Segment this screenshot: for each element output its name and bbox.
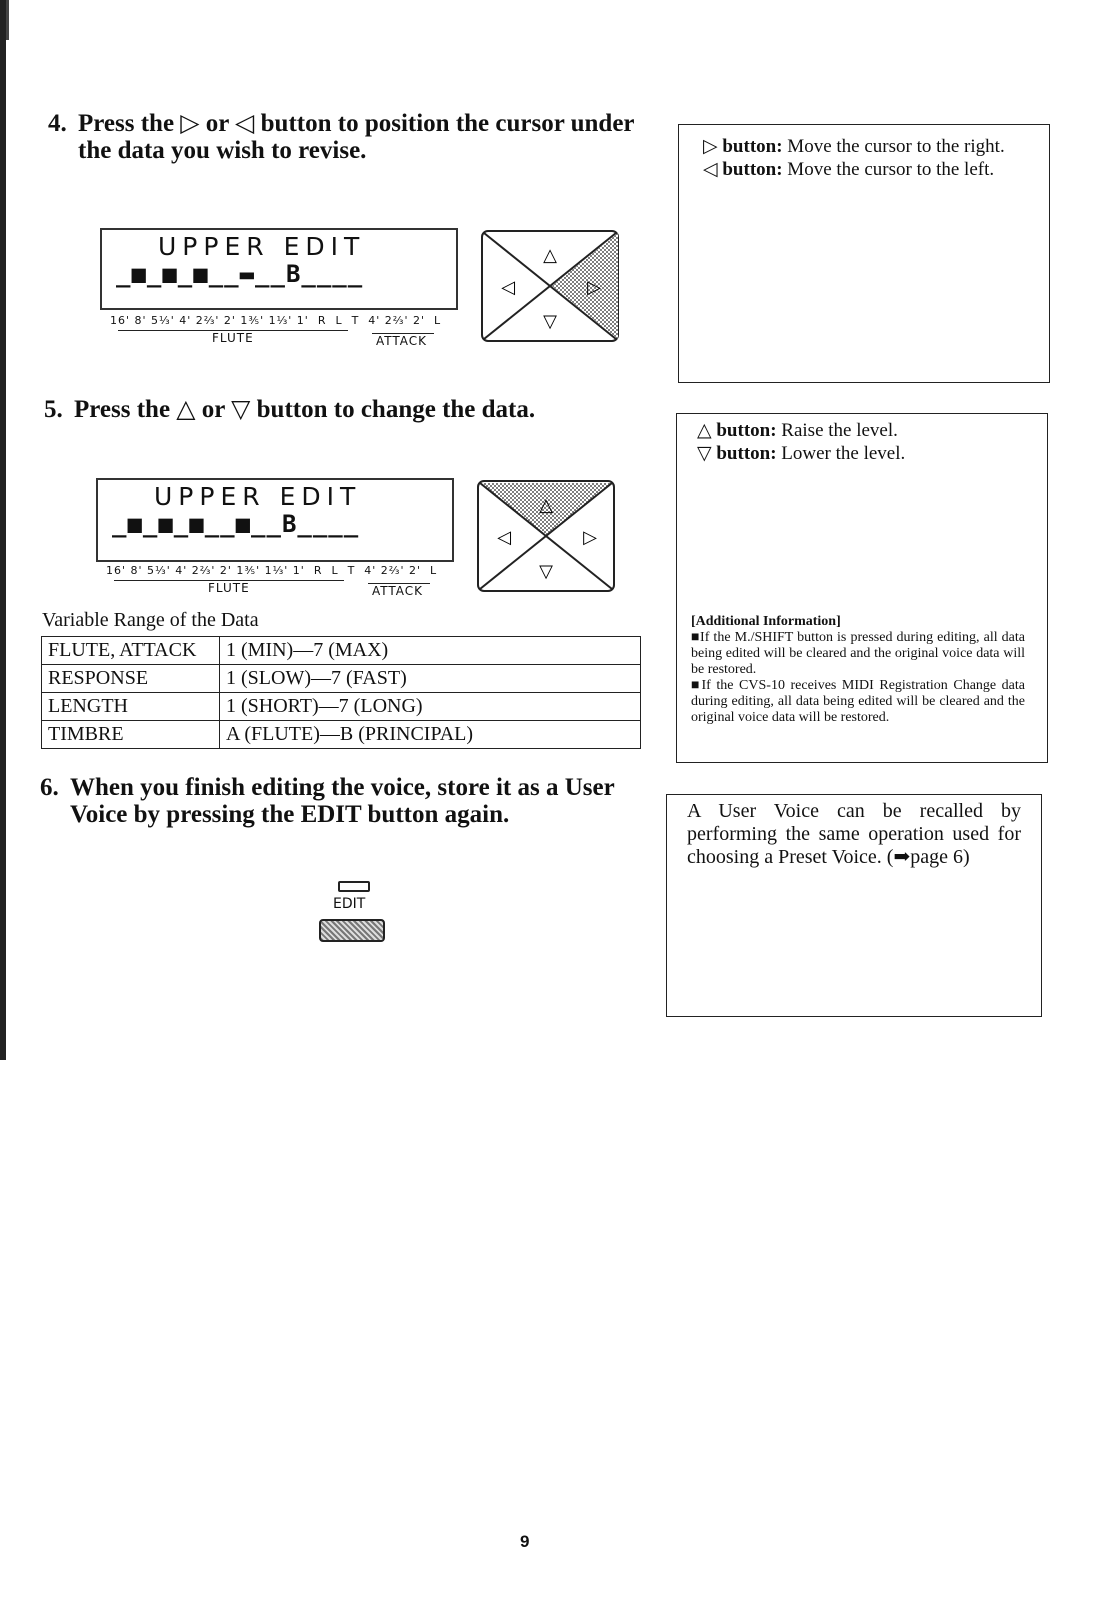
note-line-left [679,158,1049,181]
up-button-desc: Raise the level. [776,420,898,441]
note-box-cursor [678,124,1050,383]
range-param: FLUTE, ATTACK [42,637,220,665]
note-box-level [676,413,1048,763]
additional-info-item-1: ■If the M./SHIFT button is pressed during editing, all data being edited will be cleared and the original voice data will be restored. [691,630,1025,677]
table-row [42,637,641,665]
right-button-label: ▷ button: [703,136,783,157]
note-line-up [677,414,1047,442]
step-text-line1: Press the △ or ▽ button to change the data. [74,396,536,423]
range-value: A (FLUTE)—B (PRINCIPAL) [220,721,641,749]
step-4-heading [48,110,668,164]
lcd-data-row: _■_■_■__■__B____ [112,510,360,538]
binding-edge [0,0,6,1060]
range-param: RESPONSE [42,665,220,693]
right-button-desc: Move the cursor to the right. [782,136,1005,157]
additional-information [691,614,1025,726]
cursor-pad-2 [476,479,616,593]
flute-label-2: FLUTE [208,581,250,595]
range-value: 1 (MIN)—7 (MAX) [220,637,641,665]
right-arrow-icon[interactable]: ▷ [587,277,601,298]
range-value: 1 (SLOW)—7 (FAST) [220,665,641,693]
note-line-down [677,442,1047,465]
range-table [41,636,641,749]
lcd-title: UPPER EDIT [158,232,366,261]
lcd-display-2 [96,478,454,562]
note-box-user-voice [666,794,1042,1017]
note-line-right [679,125,1049,158]
binding-edge-mark [6,0,9,40]
step-text-line1: Press the ▷ or ◁ button to position the cursor under [78,110,635,137]
step-number: 6. [40,774,59,801]
range-table-title: Variable Range of the Data [42,609,259,631]
range-value: 1 (SHORT)—7 (LONG) [220,693,641,721]
edit-led [338,881,370,892]
step-6-heading [40,774,660,828]
step-number: 5. [44,396,63,423]
lcd-data-row: _■_■_■__▬__B____ [116,260,364,288]
up-arrow-icon[interactable]: △ [539,495,553,516]
cursor-pad-1 [480,229,620,343]
lcd-display-1 [100,228,458,310]
lcd-scale-1: 16' 8' 5⅓' 4' 2⅔' 2' 1⅗' 1⅓' 1' R L T 4' 2⅔' 2' L [110,314,442,327]
down-arrow-icon[interactable]: ▽ [543,311,557,332]
right-arrow-icon[interactable]: ▷ [583,527,597,548]
additional-info-item-2: ■If the CVS-10 receives MIDI Registration Change data during editing, all data being edited will be cleared and the original voice data will be restored. [691,678,1025,725]
down-button-desc: Lower the level. [776,443,906,464]
left-button-desc: Move the cursor to the left. [782,159,995,180]
attack-label-2: ATTACK [372,584,424,598]
up-arrow-icon[interactable]: △ [543,245,557,266]
flute-label-1: FLUTE [212,331,254,345]
step-text-line1: When you finish editing the voice, store it as a User [70,774,615,801]
page-number: 9 [520,1532,530,1551]
left-arrow-icon[interactable]: ◁ [497,527,511,548]
step-text-line2: the data you wish to revise. [78,137,367,164]
down-arrow-icon[interactable]: ▽ [539,561,553,582]
step-number: 4. [48,110,67,137]
table-row [42,665,641,693]
left-button-label: ◁ button: [703,159,783,180]
range-param: LENGTH [42,693,220,721]
lcd-title: UPPER EDIT [154,482,362,511]
edit-button[interactable] [319,919,385,942]
left-arrow-icon[interactable]: ◁ [501,277,515,298]
user-voice-note: A User Voice can be recalled by performing the same operation used for choosing a Preset Voice. (➡page 6) [687,800,1021,868]
attack-label-1: ATTACK [376,334,428,348]
up-button-label: △ button: [697,420,777,441]
edit-button-label: EDIT [333,896,366,912]
range-param: TIMBRE [42,721,220,749]
table-row [42,693,641,721]
step-text-line2: Voice by pressing the EDIT button again. [70,801,510,828]
lcd-scale-2: 16' 8' 5⅓' 4' 2⅔' 2' 1⅗' 1⅓' 1' R L T 4' 2⅔' 2' L [106,564,438,577]
table-row [42,721,641,749]
step-5-heading [44,396,664,423]
down-button-label: ▽ button: [697,443,777,464]
additional-info-title: [Additional Information] [691,614,841,629]
